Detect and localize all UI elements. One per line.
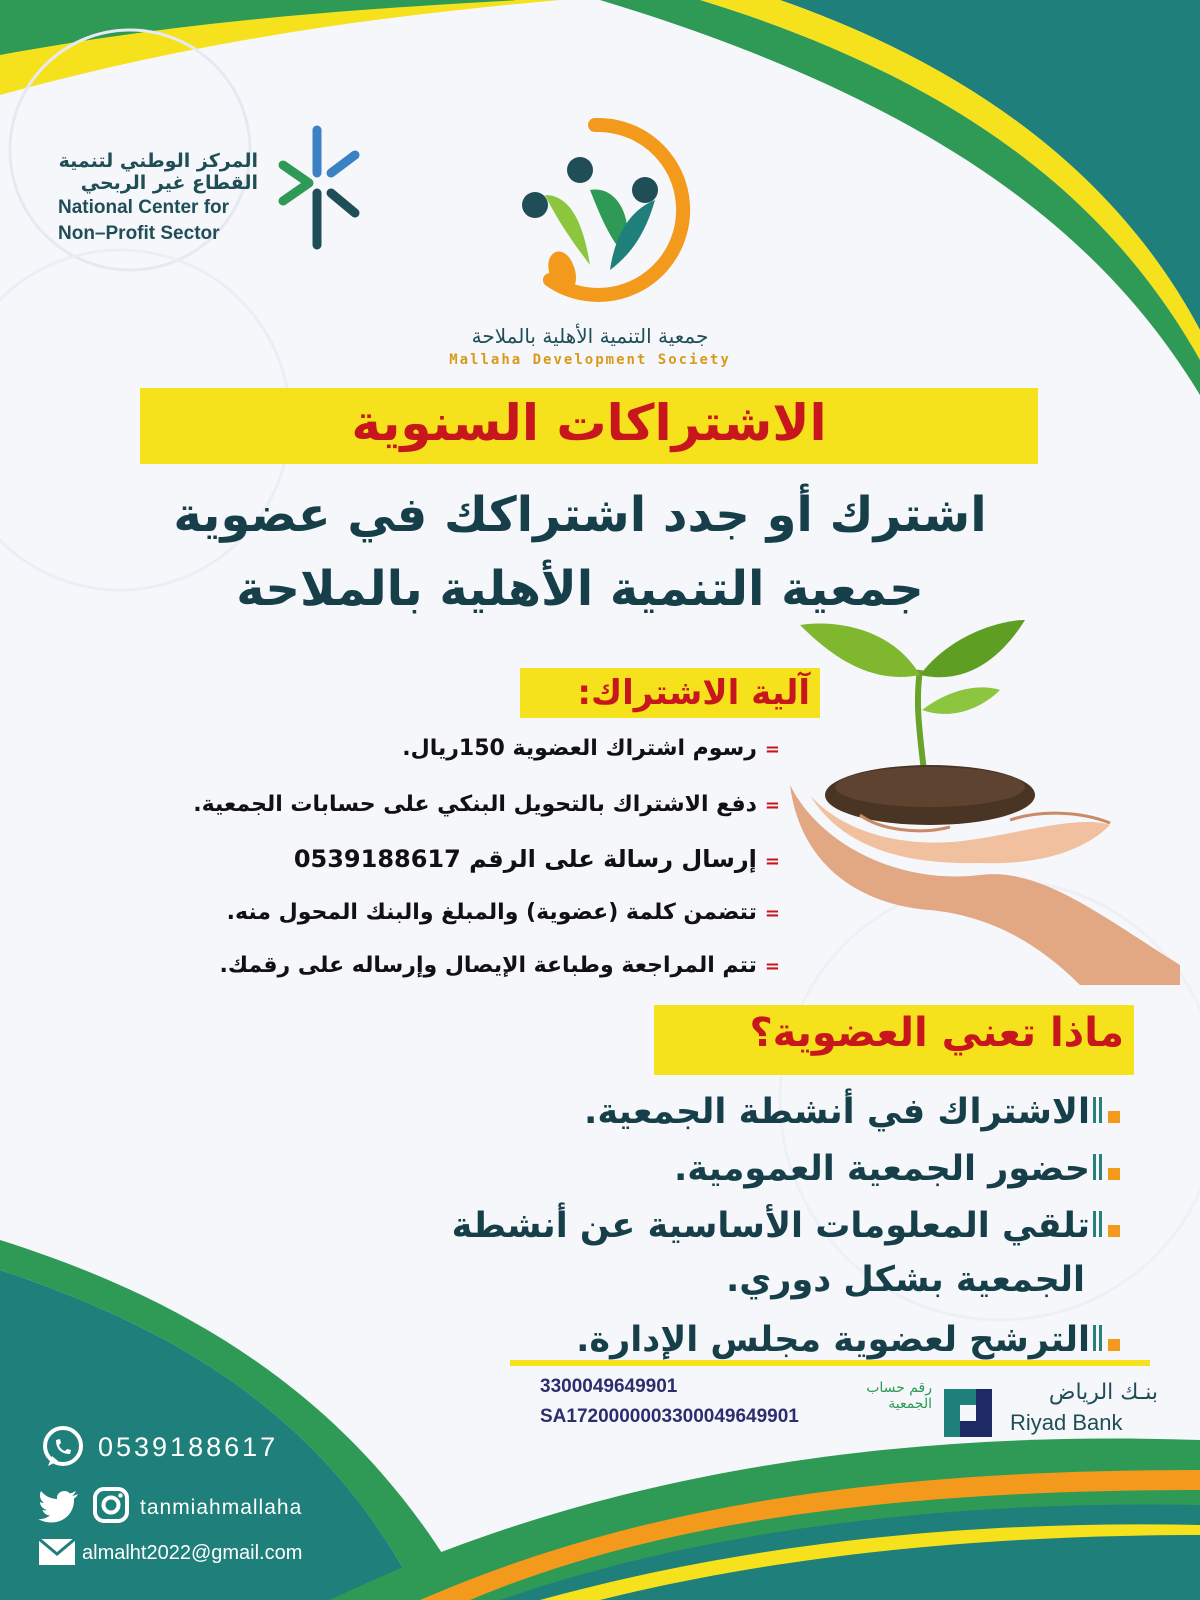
partner-name-ar-line2: القطاع غير الربحي (80, 172, 258, 194)
riyad-bank-logo-icon (940, 1385, 996, 1441)
society-name-en: Mallaha Development Society (449, 352, 731, 368)
page-title: الاشتراكات السنوية (351, 394, 827, 452)
mechanism-item: =تتم المراجعة وطباعة الإيصال وإرساله على رقمك. (219, 953, 780, 978)
membership-item: تلقي المعلومات الأساسية عن أنشطة (360, 1202, 1120, 1250)
account-label: رقم حساب الجمعية (866, 1380, 932, 1412)
plant-in-hands-illustration (780, 615, 1180, 985)
membership-item: حضور الجمعية العمومية. (360, 1145, 1120, 1193)
bank-name-en: Riyad Bank (1010, 1410, 1123, 1435)
contact-handle[interactable]: tanmiahmallaha (140, 1496, 303, 1519)
headline (150, 478, 1010, 626)
account-number: 3300049649901 (540, 1376, 678, 1397)
mail-icon[interactable] (38, 1538, 76, 1566)
mechanism-item: =إرسال رسالة على الرقم 0539188617 (293, 845, 780, 873)
mechanism-item: =رسوم اشتراك العضوية 150ريال. (402, 736, 780, 761)
mechanism-heading: آلية الاشتراك: (577, 673, 810, 713)
partner-name (58, 150, 258, 246)
membership-heading: ماذا تعني العضوية؟ (749, 1010, 1124, 1056)
membership-item: الاشتراك في أنشطة الجمعية. (360, 1088, 1120, 1136)
partner-name-en-line2: Non–Profit Sector (58, 223, 220, 244)
headline-line2: جمعية التنمية الأهلية بالملاحة (236, 561, 924, 617)
ncnp-logo-icon (275, 125, 365, 250)
society-name-ar: جمعية التنمية الأهلية بالملاحة (471, 324, 709, 348)
partner-name-en-line1: National Center for (58, 197, 230, 218)
partner-name-ar-line1: المركز الوطني لتنمية (58, 150, 258, 172)
instagram-icon[interactable] (92, 1486, 130, 1524)
iban-number: SA1720000003300049649901 (540, 1406, 799, 1427)
contact-email[interactable]: almalht2022@gmail.com (82, 1542, 303, 1564)
bank-name-ar: بنـك الرياض (1048, 1380, 1158, 1405)
mallaha-logo-icon (495, 115, 695, 315)
mechanism-item: =دفع الاشتراك بالتحويل البنكي على حسابات الجمعية. (193, 792, 780, 817)
whatsapp-icon[interactable] (40, 1424, 86, 1470)
twitter-icon[interactable] (38, 1488, 80, 1524)
mechanism-item: =تتضمن كلمة (عضوية) والمبلغ والبنك المحول منه. (226, 900, 780, 925)
membership-item: الترشح لعضوية مجلس الإدارة. (360, 1316, 1120, 1364)
headline-line1: اشترك أو جدد اشتراكك في عضوية (173, 487, 987, 543)
membership-item-continued: الجمعية بشكل دوري. (725, 1260, 1085, 1300)
contact-phone[interactable]: 0539188617 (98, 1432, 279, 1462)
bank-divider (510, 1360, 1150, 1366)
